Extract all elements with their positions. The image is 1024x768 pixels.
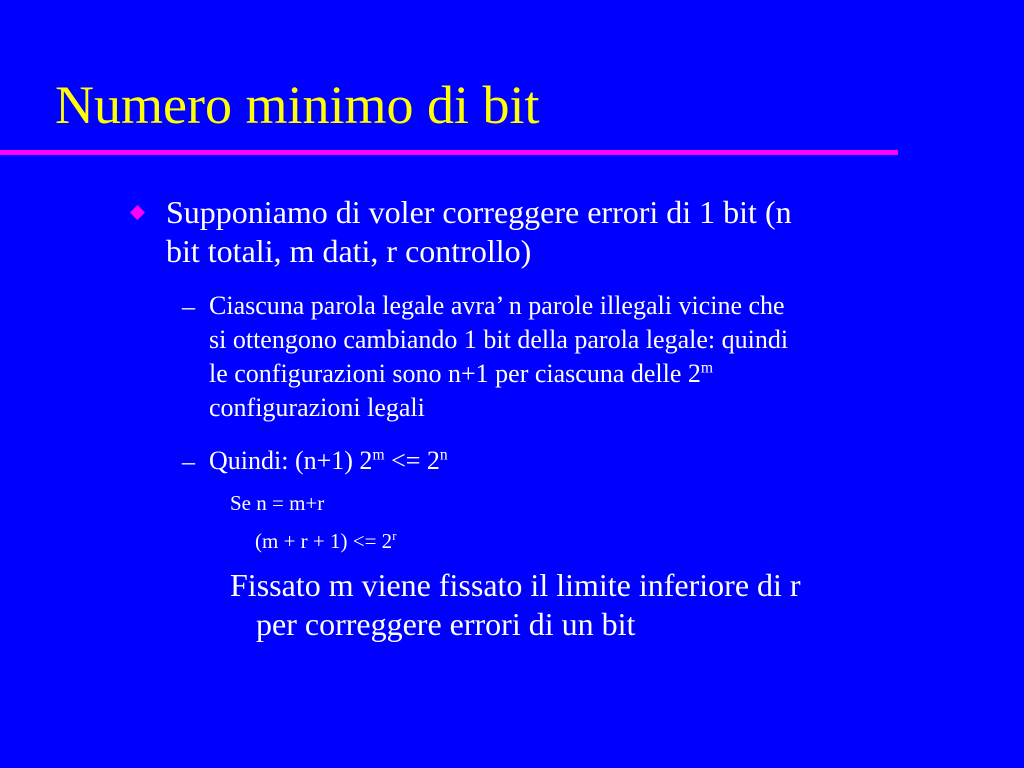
sub-bullet-1-line-3-text: le configurazioni sono n+1 per ciascuna delle 2 — [209, 359, 701, 388]
sub-bullet-1-exponent: m — [700, 359, 714, 377]
sub-bullet-2-text-pre: Quindi: (n+1) 2 — [209, 446, 373, 475]
sub-bullet-1-line-1: Ciascuna parola legale avra’ n parole illegali vicine che — [209, 291, 785, 320]
sub-bullet-1-line-4: configurazioni legali — [209, 393, 425, 422]
sub-bullet-5-line-1: Fissato m viene fissato il limite inferiore di r — [230, 567, 801, 603]
sub-bullet-2-exp-2: n — [439, 446, 448, 464]
slide-title: Numero minimo di bit — [55, 75, 540, 135]
sub-bullet-1 — [209, 289, 979, 425]
sub-bullet-2-dash: – — [182, 447, 195, 476]
title-divider — [0, 150, 898, 155]
bullet-1-line-1: Supponiamo di voler correggere errori di 1 bit (n — [166, 194, 792, 230]
sub-bullet-2-exp-1: m — [372, 446, 385, 464]
bullet-1-line-2: bit totali, m dati, r controllo) — [166, 233, 532, 269]
sub-bullet-2-text-mid: <= 2 — [384, 446, 440, 475]
sub-bullet-1-line-2: si ottengono cambiando 1 bit della parola legale: quindi — [209, 325, 789, 354]
bullet-1 — [166, 193, 966, 271]
sub-bullet-2 — [209, 444, 979, 478]
sub-bullet-4-exp: r — [392, 529, 397, 543]
diamond-bullet-icon — [130, 205, 145, 220]
diamond-bullet-icon-svg — [130, 205, 145, 220]
sub-bullet-4-text: (m + r + 1) <= 2 — [255, 529, 393, 553]
sub-bullet-5 — [230, 566, 970, 644]
sub-bullet-1-line-3 — [209, 357, 979, 391]
sub-bullet-2-line — [209, 444, 979, 478]
sub-bullet-4 — [255, 527, 396, 555]
sub-bullet-3: Se n = m+r — [230, 491, 325, 515]
sub-bullet-5-line-2: per correggere errori di un bit — [256, 606, 636, 642]
sub-bullet-1-dash: – — [182, 292, 195, 321]
